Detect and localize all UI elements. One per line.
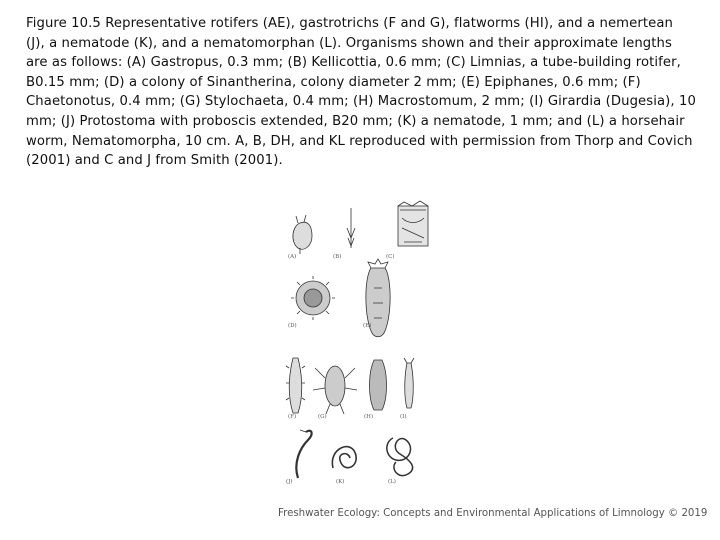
organism-h-drawing [370, 360, 387, 410]
organism-figure [278, 198, 440, 493]
panel-label-c: (C) [386, 254, 395, 260]
organism-i-drawing [404, 358, 414, 408]
organism-d-drawing [291, 276, 335, 320]
organism-f-drawing [286, 358, 305, 413]
organism-c-drawing [398, 201, 428, 246]
organism-a-drawing [293, 215, 312, 254]
panel-label-j: (J) [286, 479, 293, 485]
book-credit: Freshwater Ecology: Concepts and Environmental Applications of Limnology © 2019 [278, 508, 708, 519]
panel-label-g: (G) [318, 414, 327, 420]
organism-b-drawing [347, 208, 355, 248]
organism-k-drawing [332, 447, 356, 468]
panel-label-l: (L) [388, 479, 396, 485]
panel-label-k: (K) [336, 479, 345, 485]
organism-l-drawing [387, 438, 413, 476]
organism-g-drawing [313, 366, 357, 414]
panel-label-d: (D) [288, 323, 297, 329]
panel-label-f: (F) [288, 414, 297, 420]
panel-label-i: (I) [400, 414, 407, 420]
panel-label-a: (A) [288, 254, 297, 260]
panel-label-e: (E) [363, 323, 372, 329]
figure-caption: Figure 10.5 Representative rotifers (AE), gastrotrichs (F and G), flatworms (HI), and a nemertean (J), a nematode (K), and a nematomorphan (L). Organisms shown and their approximate lengths are as follows: (A) Gastropus, 0.3 mm; (B) Kellicottia, 0.6 mm; (C) Limnias, a tube-building rotifer, B0.15 mm; (D) a colony of Sinantherina, colony diameter 2 mm; (E) Epiphanes, 0.6 mm; (F) Chaetonotus, 0.4 mm; (G) Stylochaeta, 0.4 mm; (H) Macrostomum, 2 mm; (I) Girardia (Dugesia), 10 mm; (J) Protostoma with proboscis extended, B20 mm; (K) a nematode, 1 mm; and (L) a horsehair worm, Nematomorpha, 10 cm. A, B, DH, and KL reproduced with permission from Thorp and Covich (2001) and C and J from Smith (2001). [26, 16, 696, 169]
organism-drawings [278, 198, 440, 493]
panel-label-h: (H) [364, 414, 374, 420]
organism-j-drawing [296, 430, 311, 478]
panel-label-b: (B) [333, 254, 342, 260]
